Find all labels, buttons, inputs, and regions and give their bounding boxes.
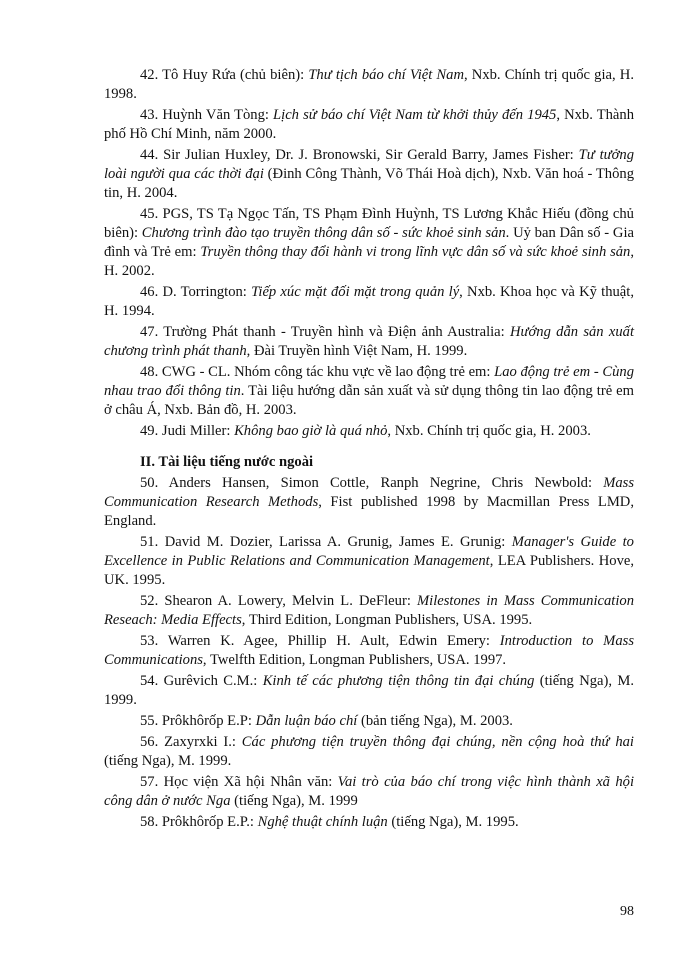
reference-publisher: (tiếng Nga), M. 1999. xyxy=(104,753,232,769)
reference-number: 52. xyxy=(140,593,159,609)
reference-publisher: . Uỷ ban Dân số - Gia đình và Trẻ em: xyxy=(104,225,634,260)
reference-number: 57. xyxy=(140,774,159,790)
reference-title: Không bao giờ là quá nhỏ xyxy=(234,423,388,439)
reference-publisher: (Đinh Công Thành, Võ Thái Hoà dịch), Nxb. Văn hoá - Thông tin, H. 2004. xyxy=(104,166,634,201)
reference-number: 55. xyxy=(140,713,159,729)
reference-number: 49. xyxy=(140,423,159,439)
reference-author: PGS, TS Tạ Ngọc Tấn, TS Phạm Đình Huỳnh, TS Lương Khắc Hiếu (đồng chủ biên): xyxy=(104,206,634,241)
reference-publisher: (tiếng Nga), M. 1999 xyxy=(230,793,358,809)
reference-entry xyxy=(104,363,634,420)
reference-publisher: , Fist published 1998 by Macmillan Press LMD, England. xyxy=(104,494,634,529)
reference-author: David M. Dozier, Larissa A. Grunig, James E. Grunig: xyxy=(164,534,512,550)
reference-author: Gurêvich C.M.: xyxy=(163,673,263,689)
reference-author: Trường Phát thanh - Truyền hình và Điện ảnh Australia: xyxy=(163,324,510,340)
page-number: 98 xyxy=(620,904,634,919)
reference-number: 47. xyxy=(140,324,159,340)
reference-list-vietnamese xyxy=(104,66,634,441)
reference-author: Anders Hansen, Simon Cottle, Ranph Negrine, Chris Newbold: xyxy=(168,475,604,491)
reference-publisher: (tiếng Nga), M. 1999. xyxy=(104,673,634,708)
reference-title: Thư tịch báo chí Việt Nam xyxy=(308,67,464,83)
reference-entry xyxy=(104,672,634,710)
reference-entry xyxy=(104,592,634,630)
reference-number: 43. xyxy=(140,107,159,123)
reference-author: Zaxyrxki I.: xyxy=(164,734,242,750)
reference-publisher: , H. 2002. xyxy=(104,244,635,279)
reference-number: 44. xyxy=(140,147,159,163)
reference-title: Chương trình đào tạo truyền thông dân số - sức khoẻ sinh sản xyxy=(141,225,506,241)
reference-publisher: , Nxb. Chính trị quốc gia, H. 2003. xyxy=(387,423,591,439)
reference-number: 48. xyxy=(140,364,159,380)
reference-publisher: , LEA Publishers. Hove, UK. 1995. xyxy=(104,553,634,588)
reference-entry xyxy=(104,474,634,531)
reference-author: CWG - CL. Nhóm công tác khu vực về lao động trẻ em: xyxy=(161,364,495,380)
reference-entry xyxy=(104,712,634,731)
reference-entry xyxy=(104,146,634,203)
reference-page xyxy=(104,66,634,834)
reference-title: Dẫn luận báo chí xyxy=(255,713,358,729)
reference-publisher: , Twelfth Edition, Longman Publishers, USA. 1997. xyxy=(202,652,507,668)
reference-title: Truyền thông thay đổi hành vi trong lĩnh vực dân số và sức khoẻ sinh sản xyxy=(200,244,631,260)
reference-number: 56. xyxy=(140,734,159,750)
reference-author: Shearon A. Lowery, Melvin L. DeFleur: xyxy=(164,593,417,609)
reference-number: 42. xyxy=(140,67,159,83)
reference-author: Sir Julian Huxley, Dr. J. Bronowski, Sir Gerald Barry, James Fisher: xyxy=(163,147,579,163)
reference-list-foreign xyxy=(104,474,634,832)
reference-publisher: (bản tiếng Nga), M. 2003. xyxy=(357,713,513,729)
reference-title: Introduction to Mass Communications xyxy=(104,633,634,668)
reference-title: Manager's Guide to Excellence in Public Relations and Communication Management xyxy=(104,534,634,569)
reference-title: Milestones in Mass Communication Reseach: Media Effects xyxy=(104,593,634,628)
reference-number: 45. xyxy=(140,206,159,222)
reference-entry xyxy=(104,733,634,771)
reference-title: Lịch sử báo chí Việt Nam từ khởi thủy đến 1945 xyxy=(273,107,557,123)
reference-author: Judi Miller: xyxy=(161,423,235,439)
reference-number: 54. xyxy=(140,673,159,689)
reference-title: Tiếp xúc mặt đối mặt trong quản lý xyxy=(251,284,460,300)
reference-publisher: (tiếng Nga), M. 1995. xyxy=(387,814,519,830)
reference-publisher: , Đài Truyền hình Việt Nam, H. 1999. xyxy=(246,343,468,359)
reference-entry xyxy=(104,533,634,590)
reference-title: Vai trò của báo chí trong việc hình thành xã hội công dân ở nước Nga xyxy=(104,774,634,809)
reference-entry xyxy=(104,283,634,321)
reference-author: Học viện Xã hội Nhân văn: xyxy=(163,774,338,790)
reference-author: Prôkhôrốp E.P: xyxy=(161,713,256,729)
reference-number: 50. xyxy=(140,475,159,491)
reference-entry xyxy=(104,773,634,811)
reference-entry xyxy=(104,66,634,104)
reference-author: Prôkhôrốp E.P.: xyxy=(161,814,258,830)
reference-title: Nghệ thuật chính luận xyxy=(257,814,388,830)
reference-title: Kinh tế các phương tiện thông tin đại chúng xyxy=(262,673,535,689)
reference-publisher: , Third Edition, Longman Publishers, USA. 1995. xyxy=(241,612,533,628)
reference-author: Huỳnh Văn Tòng: xyxy=(162,107,274,123)
reference-publisher: , Nxb. Thành phố Hồ Chí Minh, năm 2000. xyxy=(104,107,634,142)
reference-title: Hướng dẫn sản xuất chương trình phát thanh xyxy=(104,324,634,359)
reference-publisher: . Tài liệu hướng dẫn sản xuất và sử dụng thông tin lao động trẻ em ở châu Á, Nxb. Bản đồ, H. 2003. xyxy=(104,383,635,418)
reference-author: Warren K. Agee, Phillip H. Ault, Edwin Emery: xyxy=(167,633,500,649)
reference-title: Mass Communication Research Methods xyxy=(104,475,635,510)
reference-number: 53. xyxy=(140,633,159,649)
reference-title: Lao động trẻ em - Cùng nhau trao đổi thông tin xyxy=(104,364,634,399)
reference-number: 51. xyxy=(140,534,159,550)
reference-entry xyxy=(104,813,634,832)
reference-title: Các phương tiện truyền thông đại chúng, nền cộng hoà thứ hai xyxy=(241,734,634,750)
section-heading: II. Tài liệu tiếng nước ngoài xyxy=(140,454,314,470)
reference-entry xyxy=(104,422,634,441)
reference-number: 46. xyxy=(140,284,159,300)
reference-number: 58. xyxy=(140,814,159,830)
reference-entry xyxy=(104,205,634,281)
reference-entry xyxy=(104,323,634,361)
reference-entry xyxy=(104,632,634,670)
reference-entry xyxy=(104,106,634,144)
reference-author: D. Torrington: xyxy=(162,284,252,300)
reference-publisher: , Nxb. Chính trị quốc gia, H. 1998. xyxy=(104,67,634,102)
reference-publisher: , Nxb. Khoa học và Kỹ thuật, H. 1994. xyxy=(104,284,634,319)
reference-title: Tư tưởng loài người qua các thời đại xyxy=(104,147,634,182)
reference-author: Tô Huy Rứa (chủ biên): xyxy=(162,67,309,83)
